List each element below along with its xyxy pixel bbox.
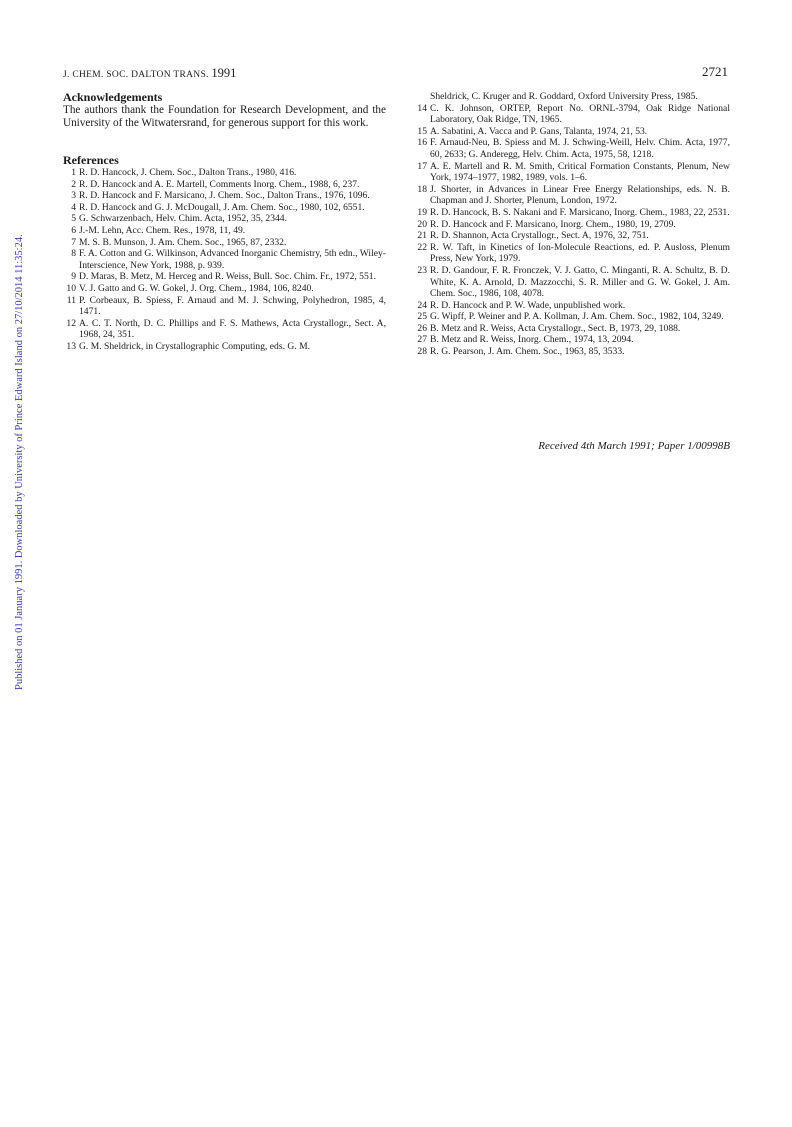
running-header <box>63 66 236 81</box>
reference-item <box>63 341 386 353</box>
reference-item <box>414 161 730 184</box>
reference-text: A. E. Martell and R. M. Smith, Critical Formation Constants, Plenum, New York, 1974–1977, 1982, 1989, vols. 1–6. <box>430 160 730 184</box>
reference-item <box>63 283 386 295</box>
reference-number: 4 <box>71 201 76 213</box>
reference-number: 24 <box>417 299 427 311</box>
reference-number: 1 <box>71 167 76 178</box>
reference-text: R. D. Gandour, F. R. Fronczek, V. J. Gatto, C. Minganti, R. A. Schultz, B. D. White, K. A. Arnold, D. Mazzocchi, S. R. Miller and G. W. Gokel, J. Am. Chem. Soc., 1986, 108, 4078. <box>430 264 730 300</box>
reference-text: R. D. Hancock, J. Chem. Soc., Dalton Trans., 1980, 416. <box>79 167 297 178</box>
reference-number: 15 <box>417 125 427 137</box>
reference-number: 10 <box>66 282 76 294</box>
reference-text: P. Corbeaux, B. Spiess, F. Arnaud and M. J. Schwing, Polyhedron, 1985, 4, 1471. <box>79 294 386 318</box>
reference-number: 28 <box>417 346 427 358</box>
reference-item <box>414 242 730 265</box>
reference-number: 5 <box>71 213 76 225</box>
reference-number: 26 <box>417 322 427 334</box>
reference-number: 25 <box>417 311 427 323</box>
reference-text: J.-M. Lehn, Acc. Chem. Res., 1978, 11, 49. <box>79 224 246 236</box>
reference-text: B. Metz and R. Weiss, Inorg. Chem., 1974, 13, 2094. <box>430 334 634 346</box>
reference-text: J. Shorter, in Advances in Linear Free Energy Relationships, eds. N. B. Chapman and J. Shorter, Plenum, London, 1972. <box>430 183 730 207</box>
received-text: Received 4th March 1991; Paper 1/00998B <box>538 440 730 452</box>
reference-number: 9 <box>71 271 76 283</box>
reference-item <box>63 248 386 271</box>
reference-item <box>63 295 386 318</box>
reference-item <box>414 323 730 335</box>
reference-text: F. Arnaud-Neu, B. Spiess and M. J. Schwing-Weill, Helv. Chim. Acta, 1977, 60, 2633; G. Anderegg, Helv. Chim. Acta, 1975, 58, 1218. <box>430 137 730 160</box>
reference-number: 13 <box>66 340 76 352</box>
reference-number: 7 <box>71 236 76 248</box>
reference-number: 23 <box>417 264 427 276</box>
reference-text: R. D. Hancock and F. Marsicano, J. Chem. Soc., Dalton Trans., 1976, 1096. <box>79 190 370 202</box>
reference-item <box>414 126 730 138</box>
reference-number: 2 <box>71 178 76 190</box>
reference-number: 17 <box>417 160 427 172</box>
reference-number: 8 <box>71 248 76 260</box>
reference-item <box>414 230 730 242</box>
reference-item <box>414 137 730 160</box>
reference-item <box>414 334 730 346</box>
reference-text: V. J. Gatto and G. W. Gokel, J. Org. Chem., 1984, 106, 8240. <box>79 282 314 294</box>
reference-text: A. C. T. North, D. C. Phillips and F. S. Mathews, Acta Crystallogr., Sect. A, 1968, 24, 351. <box>79 317 386 341</box>
reference-text: G. Wipff, P. Weiner and P. A. Kollman, J. Am. Chem. Soc., 1982, 104, 3249. <box>430 311 724 323</box>
reference-item <box>63 202 386 214</box>
reference-text: R. D. Hancock and P. W. Wade, unpublished work. <box>430 299 626 311</box>
reference-item <box>63 179 386 191</box>
reference-number: 22 <box>417 241 427 253</box>
reference-number: 3 <box>71 190 76 202</box>
received-line <box>414 440 730 452</box>
reference-item <box>414 103 730 126</box>
reference-text: M. S. B. Munson, J. Am. Chem. Soc., 1965, 87, 2332. <box>79 236 287 248</box>
reference-item <box>414 300 730 312</box>
reference-text: F. A. Cotton and G. Wilkinson, Advanced Inorganic Chemistry, 5th edn., Wiley-Interscience, New York, 1988, p. 939. <box>79 248 386 271</box>
reference-text: R. W. Taft, in Kinetics of Ion-Molecule Reactions, ed. P. Ausloss, Plenum Press, New York, 1979. <box>430 241 730 265</box>
reference-text: R. D. Hancock and A. E. Martell, Comments Inorg. Chem., 1988, 6, 237. <box>79 178 360 190</box>
reference-item <box>414 265 730 300</box>
reference-item <box>63 271 386 283</box>
reference-number: 11 <box>66 294 76 306</box>
reference-text: R. D. Hancock and F. Marsicano, Inorg. Chem., 1980, 19, 2709. <box>430 218 676 230</box>
reference-text: C. K. Johnson, ORTEP, Report No. ORNL-3794, Oak Ridge National Laboratory, Oak Ridge, TN, 1965. <box>430 102 730 126</box>
reference-item <box>414 311 730 323</box>
reference-text: B. Metz and R. Weiss, Acta Crystallogr., Sect. B, 1973, 29, 1088. <box>430 322 681 334</box>
journal-year: 1991 <box>211 66 237 80</box>
reference-item <box>414 346 730 358</box>
reference-text: R. D. Hancock and G. J. McDougall, J. Am. Chem. Soc., 1980, 102, 6551. <box>79 201 365 213</box>
reference-number: 14 <box>417 102 427 114</box>
reference-list-left <box>63 167 386 353</box>
reference-item <box>63 318 386 341</box>
reference-item <box>63 225 386 237</box>
page-number: 2721 <box>702 64 728 79</box>
reference-text: A. Sabatini, A. Vacca and P. Gans, Talanta, 1974, 21, 53. <box>430 125 648 137</box>
reference-item <box>63 237 386 249</box>
reference-number: 27 <box>417 334 427 346</box>
reference-number: 6 <box>71 224 76 236</box>
reference-text: R. G. Pearson, J. Am. Chem. Soc., 1963, 85, 3533. <box>430 346 625 358</box>
acknowledgements-text: The authors thank the Foundation for Research Development, and the University of the Witwatersrand, for generous support for this work. <box>63 104 386 129</box>
reference-text: R. D. Hancock, B. S. Nakani and F. Marsicano, Inorg. Chem., 1983, 22, 2531. <box>430 206 730 218</box>
reference-text: G. M. Sheldrick, in Crystallographic Computing, eds. G. M. <box>79 340 311 352</box>
reference-number: 20 <box>417 218 427 230</box>
download-note: Published on 01 January 1991. Downloaded by University of Prince Edward Island on 27/10/2014 11:35:24. <box>14 234 25 690</box>
reference-item <box>414 184 730 207</box>
reference-item <box>63 190 386 202</box>
reference-text: G. Schwarzenbach, Helv. Chim. Acta, 1952, 35, 2344. <box>79 213 287 225</box>
reference-number: 18 <box>417 183 427 195</box>
reference-item <box>63 213 386 225</box>
reference-text: R. D. Shannon, Acta Crystallogr., Sect. A, 1976, 32, 751. <box>430 230 649 242</box>
right-column <box>414 91 730 358</box>
reference-item <box>63 167 386 179</box>
left-column <box>63 91 386 353</box>
references-heading: References <box>63 153 119 167</box>
download-watermark <box>0 0 25 1127</box>
reference-number: 21 <box>417 230 427 242</box>
reference-continuation: Sheldrick, C. Kruger and R. Goddard, Oxford University Press, 1985. <box>430 91 698 102</box>
reference-item <box>414 207 730 219</box>
acknowledgements-heading: Acknowledgements <box>63 90 163 104</box>
reference-number: 19 <box>417 206 427 218</box>
reference-item <box>414 219 730 231</box>
journal-title: J. CHEM. SOC. DALTON TRANS. <box>63 70 209 80</box>
reference-number: 12 <box>66 317 76 329</box>
reference-text: D. Maras, B. Metz, M. Herceg and R. Weiss, Bull. Soc. Chim. Fr., 1972, 551. <box>79 271 376 283</box>
reference-list-right <box>414 103 730 358</box>
reference-number: 16 <box>417 137 427 149</box>
